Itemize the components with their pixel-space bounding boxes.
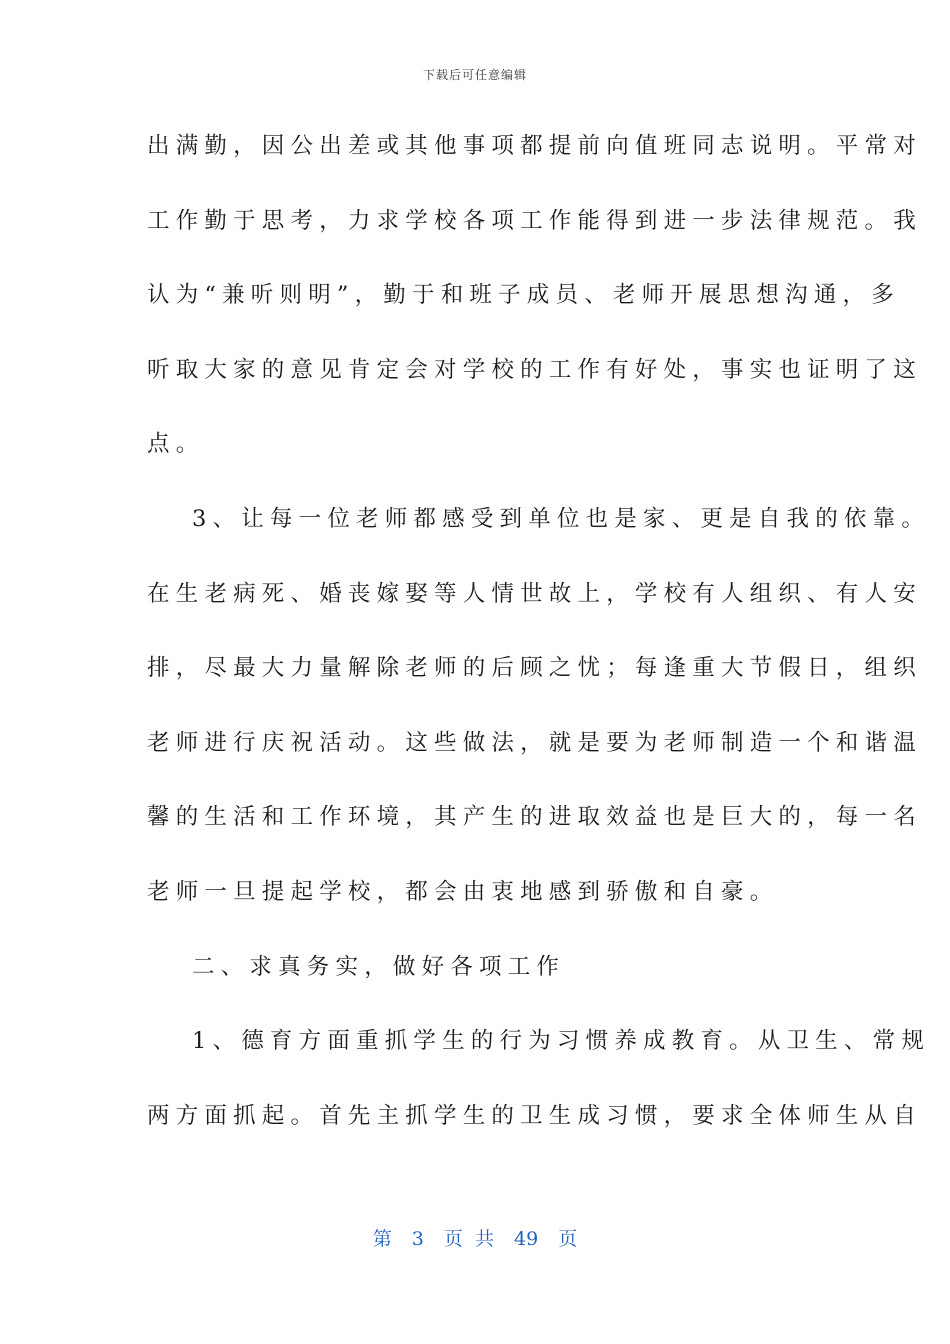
paragraph-start-line: 3、让每一位老师都感受到单位也是家、更是自我的依靠。	[192, 505, 931, 532]
body-line: 老师进行庆祝活动。这些做法，就是要为老师制造一个和谐温	[147, 729, 922, 756]
body-line: 工作勤于思考，力求学校各项工作能得到进一步法律规范。我	[147, 207, 922, 234]
paragraph-start-line: 1、德育方面重抓学生的行为习惯养成教育。从卫生、常规	[192, 1028, 931, 1055]
body-line: 听取大家的意见肯定会对学校的工作有好处，事实也证明了这	[147, 356, 922, 383]
page-number-footer	[0, 1224, 950, 1251]
current-page-number: 3	[411, 1228, 424, 1250]
body-line: 点。	[147, 431, 205, 458]
body-line: 排，尽最大力量解除老师的后顾之忧；每逢重大节假日，组织	[147, 655, 922, 682]
total-page-count: 49	[514, 1228, 539, 1250]
footer-suffix: 页	[558, 1228, 578, 1250]
body-line: 老师一旦提起学校，都会由衷地感到骄傲和自豪。	[147, 878, 779, 905]
body-line: 两方面抓起。首先主抓学生的卫生成习惯，要求全体师生从自	[147, 1102, 922, 1129]
download-editable-note: 下载后可任意编辑	[422, 68, 527, 82]
footer-prefix: 第	[372, 1228, 392, 1250]
body-line: 馨的生活和工作环境，其产生的进取效益也是巨大的，每一名	[147, 804, 922, 831]
body-line: 在生老病死、婚丧嫁娶等人情世故上，学校有人组织、有人安	[147, 580, 922, 607]
footer-middle: 页 共	[443, 1228, 494, 1250]
section-heading: 二、求真务实，做好各项工作	[192, 953, 566, 980]
body-line: 认为“兼听则明”，勤于和班子成员、老师开展思想沟通，多	[147, 282, 900, 309]
body-line: 出满勤，因公出差或其他事项都提前向值班同志说明。平常对	[147, 133, 922, 159]
document-body	[147, 124, 931, 1168]
